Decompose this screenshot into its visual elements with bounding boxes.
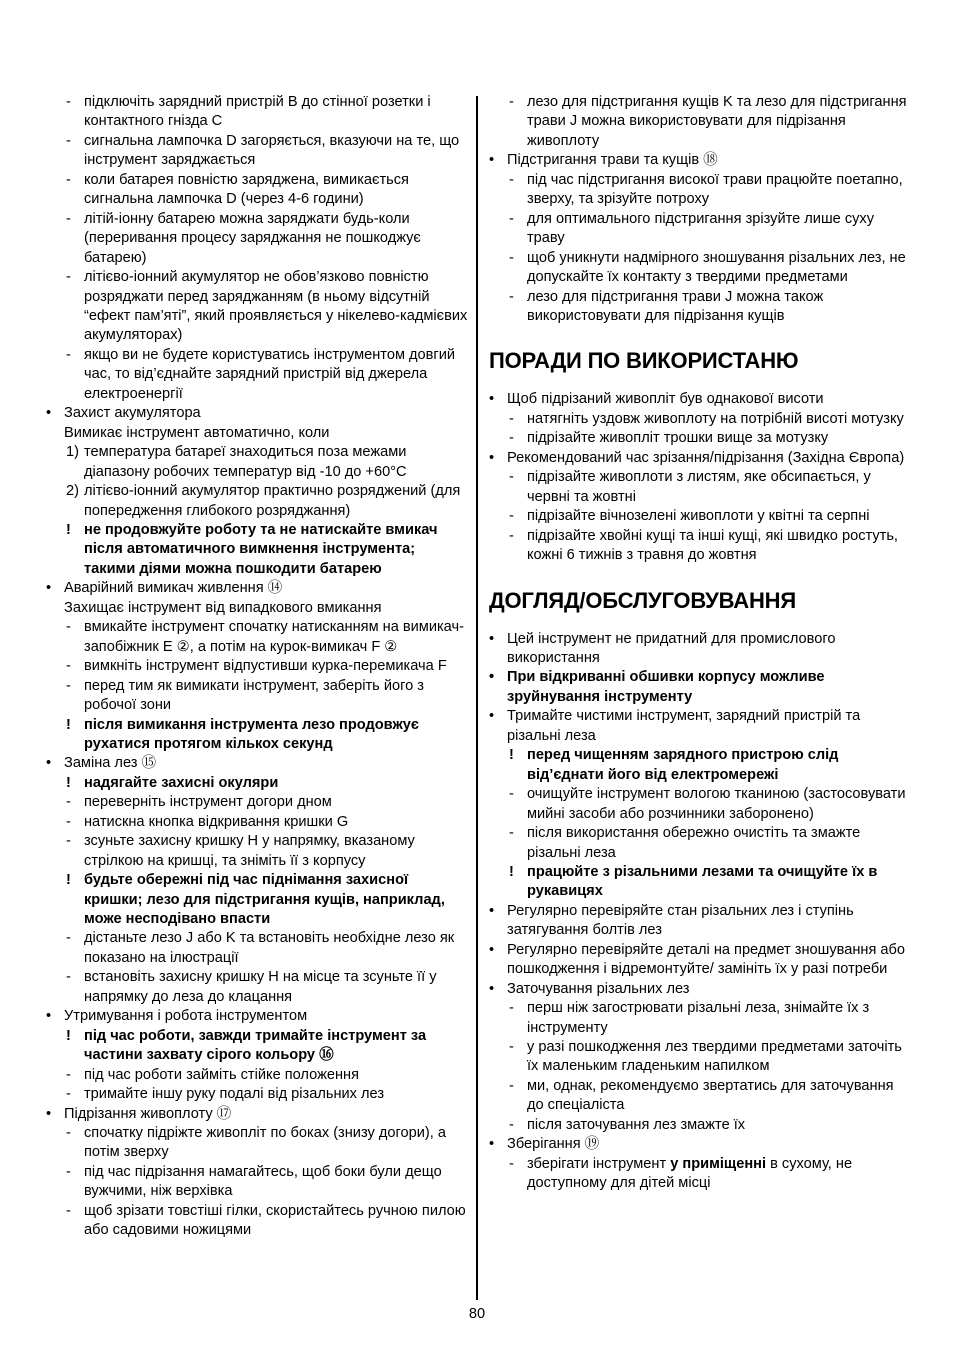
item-text: Захист акумулятора [64, 405, 201, 422]
list-marker: - [66, 1125, 71, 1142]
tips-list [489, 390, 913, 565]
list-marker: - [509, 825, 514, 842]
list-marker: - [509, 527, 514, 544]
item-text: Вимикає інструмент автоматично, коли [64, 424, 330, 441]
list-item [489, 93, 913, 151]
item-text: сигнальна лампочка D загоряється, вказуючи на те, що інструмент заряджається [84, 132, 460, 169]
list-item [46, 599, 468, 618]
item-text: працюйте з різальними лезами та очищуйте їх в рукавицях [527, 863, 878, 900]
list-item [489, 1135, 913, 1154]
list-item [46, 443, 468, 482]
left-column [46, 93, 468, 1241]
list-marker: - [66, 269, 71, 286]
list-marker: - [509, 1000, 514, 1017]
item-text: підрізайте вічнозелені живоплоти у квітні та серпні [527, 508, 870, 525]
item-text: надягайте захисні окуляри [84, 774, 279, 791]
list-marker: - [509, 410, 514, 427]
bullet-marker: • [489, 391, 495, 408]
list-marker: - [66, 813, 71, 830]
list-item [46, 132, 468, 171]
warning-marker: ! [66, 774, 71, 791]
item-text: літієво-іонний акумулятор практично розряджений (для попередження глибокого розряджання) [84, 483, 461, 519]
list-item [46, 677, 468, 716]
list-item [489, 1038, 913, 1077]
item-text: Регулярно перевіряйте деталі на предмет зношування або пошкодження і відремонтуйте/ замініть їх у разі потреби [507, 941, 906, 978]
list-marker: - [66, 171, 71, 188]
list-item [46, 1085, 468, 1104]
page-number: 80 [468, 1306, 486, 1322]
warning-marker: ! [66, 872, 71, 889]
list-marker: - [66, 969, 71, 986]
item-text: Рекомендований час зрізання/підрізання (Західна Європа) [507, 449, 905, 466]
item-text: Заточування різальних лез [507, 980, 690, 997]
list-marker: - [66, 1086, 71, 1103]
item-text: літієво-іонний акумулятор не обов’язково повністю розряджати перед заряджанням (в ньому відсутній “ефект пам’яті”, який проявляється у нікелево-кадмієвих акумуляторах) [84, 269, 468, 344]
list-item [46, 521, 468, 579]
item-text: ми, однак, рекомендуємо звертатись для заточування до спеціаліста [527, 1077, 894, 1114]
bullet-marker: • [46, 405, 52, 422]
list-item [489, 151, 913, 170]
list-marker: - [66, 1163, 71, 1180]
right-column [489, 93, 913, 1194]
care-list [489, 630, 913, 1194]
bullet-marker: • [489, 708, 495, 725]
list-item [489, 1116, 913, 1135]
list-item [489, 941, 913, 980]
item-text: підрізайте живоплоти з листям, яке обсипається, у червні та жовтні [527, 469, 871, 505]
item-text: вмикайте інструмент спочатку натисканням на вимикач-запобіжник E ②, а потім на курок-вимикач F ② [84, 619, 464, 655]
item-text: переверніть інструмент догори дном [84, 794, 332, 811]
list-marker: - [66, 132, 71, 149]
list-marker: - [66, 833, 71, 850]
bullet-marker: • [489, 669, 495, 686]
list-item [46, 832, 468, 871]
item-text: При відкриванні обшивки корпусу можливе зруйнування інструменту [507, 669, 825, 705]
list-marker: - [66, 619, 71, 636]
tips-heading: ПОРАДИ ПО ВИКОРИСТАНЮ [489, 348, 799, 374]
item-text: після заточування лез змажте їх [527, 1116, 746, 1133]
list-item [46, 793, 468, 812]
list-item [46, 716, 468, 755]
list-marker: - [66, 930, 71, 947]
list-item [46, 774, 468, 793]
item-text: підрізайте хвойні кущі та інші кущі, які швидко ростуть, кожні 6 тижнів з травня до жовтня [527, 527, 898, 564]
list-marker: - [66, 346, 71, 363]
list-marker: - [509, 430, 514, 447]
list-item [46, 1027, 468, 1066]
list-item [46, 424, 468, 443]
list-item [489, 390, 913, 409]
list-marker: 1) [66, 444, 79, 461]
column-divider [476, 96, 478, 1300]
bullet-marker: • [46, 755, 52, 772]
item-text-tail: в сухому, не доступному для дітей місці [527, 1155, 853, 1192]
item-text: під час підстригання високої трави працюйте поетапно, зверху, та зрізуйте потроху [527, 171, 903, 208]
item-text: Цей інструмент не придатний для промислового використання [507, 630, 836, 666]
list-item [489, 507, 913, 526]
list-item [489, 980, 913, 999]
list-item [489, 249, 913, 288]
list-item [46, 1105, 468, 1124]
warning-marker: ! [66, 1027, 71, 1044]
list-marker: - [509, 786, 514, 803]
item-text: натягніть уздовж живоплоту на потрібній висоті мотузку [527, 410, 904, 427]
item-text: коли батарея повністю заряджена, вимикається сигнальна лампочка D (через 4-6 години) [84, 171, 409, 208]
list-item [46, 813, 468, 832]
list-item [489, 171, 913, 210]
list-marker: - [509, 1077, 514, 1094]
bullet-marker: • [489, 449, 495, 466]
care-heading: ДОГЛЯД/ОБСЛУГОВУВАННЯ [489, 587, 796, 613]
list-item [489, 785, 913, 824]
item-text: Захищає інструмент від випадкового вмикання [64, 599, 382, 616]
item-text: Підрізання живоплоту ⑰ [64, 1105, 232, 1122]
list-item [489, 468, 913, 507]
item-text: температура батареї знаходиться поза межами діапазону робочих температур від -10 до +60°C [84, 444, 407, 480]
item-text: тримайте іншу руку подалі від різальних лез [84, 1086, 385, 1103]
item-text: очищуйте інструмент вологою тканиною (застосовувати мийні засоби або розчинники заборонено) [527, 786, 906, 822]
list-marker: - [509, 1039, 514, 1056]
item-text: лезо для підстригання трави J можна також використовувати для підрізання кущів [527, 288, 824, 324]
list-marker: - [509, 288, 514, 305]
list-item [489, 449, 913, 468]
item-text: перед тим як вимикати інструмент, заберіть його з робочої зони [84, 677, 424, 714]
list-item [489, 288, 913, 327]
item-text: Регулярно перевіряйте стан різальних лез і ступінь затягування болтів лез [507, 902, 854, 939]
list-item [46, 1163, 468, 1202]
item-text: встановіть захисну кришку H на місце та зсуньте її у напрямку до леза до клацання [84, 969, 437, 1005]
list-item [489, 999, 913, 1038]
list-marker: - [66, 1202, 71, 1219]
item-text: зберігати інструмент [527, 1155, 671, 1172]
bullet-marker: • [489, 980, 495, 997]
list-marker: 2) [66, 483, 79, 500]
item-text: Тримайте чистими інструмент, зарядний пристрій та різальні леза [507, 708, 861, 744]
warning-marker: ! [509, 747, 514, 764]
list-marker: - [509, 94, 514, 110]
list-item [46, 1124, 468, 1163]
item-text: будьте обережні під час піднімання захисної кришки; лезо для підстригання кущів, наприклад, може несподівано впасти [84, 872, 445, 928]
list-marker: - [66, 677, 71, 694]
list-item [46, 482, 468, 521]
bullet-marker: • [46, 1008, 52, 1025]
item-text: дістаньте лезо J або K та встановіть необхідне лезо як показано на ілюстрації [84, 930, 455, 966]
item-text: Утримування і робота інструментом [64, 1008, 308, 1025]
item-text: якщо ви не будете користуватись інструментом довгий час, то від’єднайте зарядний пристрій від джерела електроенергії [84, 346, 456, 402]
item-text: вимкніть інструмент відпустивши курка-перемикача F [84, 658, 447, 675]
item-text: у разі пошкодження лез твердими предметами заточіть їх маленьким гладеньким напилком [527, 1039, 902, 1075]
list-marker: - [509, 508, 514, 525]
list-marker: - [509, 1116, 514, 1133]
item-text: Зберігання ⑲ [507, 1136, 600, 1153]
list-item [489, 527, 913, 566]
list-item [489, 630, 913, 669]
list-item [489, 707, 913, 746]
list-item [46, 579, 468, 598]
list-item [46, 346, 468, 404]
bullet-marker: • [46, 1105, 52, 1122]
item-text: спочатку підріжте живопліт по боках (знизу догори), а потім зверху [84, 1125, 446, 1161]
list-item [489, 668, 913, 707]
list-item [46, 754, 468, 773]
item-text: під час роботи займіть стійке положення [84, 1066, 359, 1083]
list-item [489, 746, 913, 785]
item-text: зсуньте захисну кришку H у напрямку, вказаному стрілкою на кришці, та зніміть її з корпусу [84, 833, 415, 869]
item-text: натискна кнопка відкривання кришки G [84, 813, 349, 830]
list-item [489, 210, 913, 249]
item-text: лезо для підстригання кущів K та лезо для підстригання трави J можна використовувати для підрізання живоплоту [527, 94, 907, 149]
warning-marker: ! [66, 716, 71, 733]
list-item [46, 871, 468, 929]
list-marker: - [509, 249, 514, 266]
list-item [46, 1007, 468, 1026]
item-text: Щоб підрізаний живопліт був однакової висоти [507, 391, 824, 408]
item-text: перш ніж загострювати різальні леза, знімайте їх з інструменту [527, 1000, 870, 1036]
item-text: літій-іонну батарею можна заряджати будь-коли (переривання процесу заряджання не пошкоджує батарею) [84, 210, 421, 266]
item-text: підрізайте живопліт трошки вище за мотузку [527, 430, 829, 447]
bullet-marker: • [489, 630, 495, 647]
bullet-marker: • [489, 152, 495, 169]
list-marker: - [509, 1155, 514, 1172]
list-item [489, 429, 913, 448]
list-marker: - [509, 469, 514, 486]
list-marker: - [509, 210, 514, 227]
list-item [46, 93, 468, 132]
list-item [46, 657, 468, 676]
list-item [46, 171, 468, 210]
list-item [489, 902, 913, 941]
list-marker: - [66, 1066, 71, 1083]
list-item [46, 929, 468, 968]
list-item [46, 968, 468, 1007]
item-text: підключіть зарядний пристрій B до стінної розетки і контактного гнізда C [84, 94, 431, 130]
list-item [46, 618, 468, 657]
list-item [46, 210, 468, 268]
item-text: для оптимального підстригання зрізуйте лише суху траву [527, 210, 875, 247]
item-text-emphasis: у приміщенні [670, 1155, 767, 1172]
item-text: Аварійний вимикач живлення ⑭ [64, 580, 283, 597]
list-item [489, 1155, 913, 1194]
warning-marker: ! [66, 521, 71, 538]
item-text: після використання обережно очистіть та змажте різальні леза [527, 825, 861, 861]
bullet-marker: • [489, 1136, 495, 1153]
item-text: під час роботи, завжди тримайте інструмент за частини захвату сірого кольору ⑯ [84, 1027, 427, 1064]
item-text: Заміна лез ⑮ [64, 755, 157, 772]
bullet-marker: • [489, 902, 495, 919]
item-text: Підстригання трави та кущів ⑱ [507, 152, 718, 169]
item-text: під час підрізання намагайтесь, щоб боки були дещо вужчими, ніж верхівка [84, 1163, 442, 1200]
list-marker: - [66, 94, 71, 110]
list-marker: - [66, 658, 71, 675]
list-item [46, 1202, 468, 1241]
list-item [489, 1077, 913, 1116]
list-item [489, 410, 913, 429]
bullet-marker: • [489, 941, 495, 958]
item-text: щоб уникнути надмірного зношування різальних лез, не допускайте їх контакту з твердими предметами [527, 249, 906, 286]
item-text: перед чищенням зарядного пристрою слід від’єднати його від електромережі [527, 747, 839, 783]
list-marker: - [509, 171, 514, 188]
list-item [489, 863, 913, 902]
list-marker: - [66, 210, 71, 227]
list-item [46, 1066, 468, 1085]
hedge-grass-section [489, 93, 913, 326]
bullet-marker: • [46, 580, 52, 597]
item-text: не продовжуйте роботу та не натискайте вмикач після автоматичного вимкнення інструмента; такими діями можна пошкодити батарею [84, 521, 438, 577]
list-marker: - [66, 794, 71, 811]
warning-marker: ! [509, 863, 514, 880]
list-item [489, 824, 913, 863]
list-item [46, 404, 468, 423]
item-text: після вимикання інструмента лезо продовжує рухатися протягом кількох секунд [84, 716, 419, 752]
list-item [46, 268, 468, 346]
item-text: щоб зрізати товстіші гілки, скористайтесь ручною пилою або садовими ножицями [84, 1202, 466, 1239]
